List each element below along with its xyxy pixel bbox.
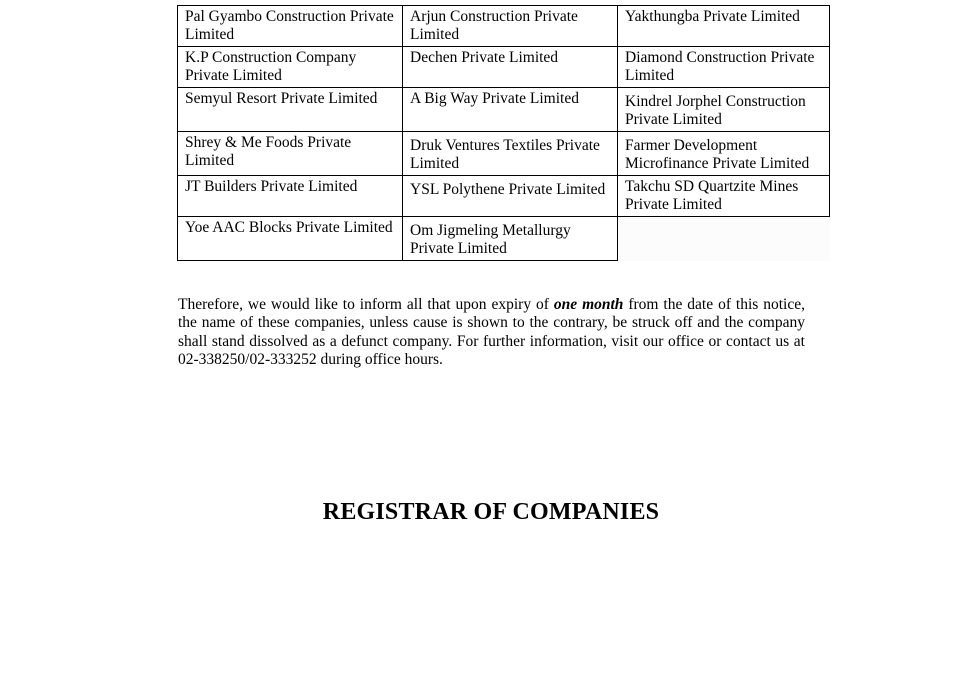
table-cell-empty [618,217,830,261]
companies-table [177,5,830,261]
table-row [178,217,830,261]
table-row [178,6,830,47]
notice-text-before: Therefore, we would like to inform all that upon expiry of [178,296,554,313]
table-cell: Pal Gyambo Construction Private Limited [178,6,403,47]
table-cell: Om Jigmeling Metallurgy Private Limited [403,217,618,261]
notice-paragraph [178,296,805,369]
table-row [178,132,830,176]
registrar-title: REGISTRAR OF COMPANIES [322,499,660,525]
table-cell: Dechen Private Limited [403,47,618,88]
table-cell: Farmer Development Microfinance Private Limited [618,132,830,176]
table-row [178,88,830,132]
table-cell: K.P Construction Company Private Limited [178,47,403,88]
table-cell: Semyul Resort Private Limited [178,88,403,132]
notice-emphasis: one month [553,296,624,313]
table-cell: Diamond Construction Private Limited [618,47,830,88]
table-row [178,176,830,217]
table-cell: A Big Way Private Limited [403,88,618,132]
table-cell: Yoe AAC Blocks Private Limited [178,217,403,261]
table-cell: YSL Polythene Private Limited [403,176,618,217]
table-cell: Yakthungba Private Limited [618,6,830,47]
table-cell: Druk Ventures Textiles Private Limited [403,132,618,176]
table-cell: Kindrel Jorphel Construction Private Limited [618,88,830,132]
table-cell: Arjun Construction Private Limited [403,6,618,47]
table-cell: Shrey & Me Foods Private Limited [178,132,403,176]
table-row [178,47,830,88]
notice-text-after: from the date of this notice, the name of these companies, unless cause is shown to the contrary, be struck off and the company shall stand dissolved as a defunct company. For further information, visit our office or contact us at 02-338250/02-333252 during office hours. [178,296,805,368]
table-cell: JT Builders Private Limited [178,176,403,217]
table-cell: Takchu SD Quartzite Mines Private Limited [618,176,830,217]
